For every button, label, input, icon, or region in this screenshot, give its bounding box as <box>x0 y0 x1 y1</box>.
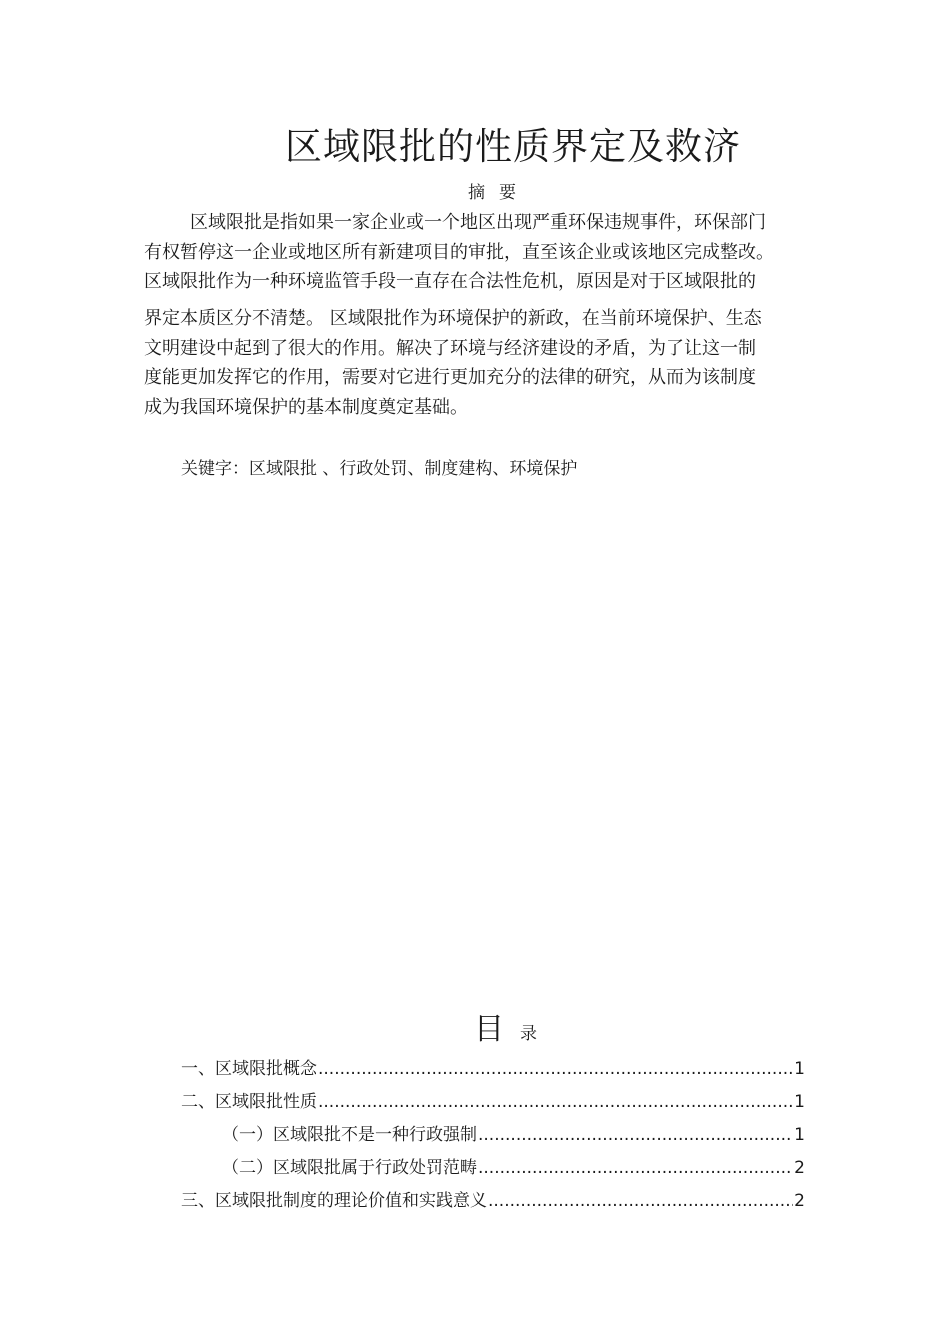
abstract-heading: 摘要 <box>468 183 530 203</box>
toc-entry[interactable] <box>181 1188 805 1214</box>
abstract-line: 界定本质区分不清楚。 区域限批作为环境保护的新政，在当前环境保护、生态 <box>144 308 762 329</box>
toc-entry[interactable] <box>222 1155 805 1181</box>
keywords: 关键字：区域限批 、行政处罚、制度建构、环境保护 <box>181 459 578 479</box>
toc-heading <box>474 1010 537 1050</box>
toc-entry-label: 三、区域限批制度的理论价值和实践意义 <box>181 1191 487 1211</box>
toc-entry-label: （一）区域限批不是一种行政强制 <box>222 1125 477 1145</box>
toc-entry-label: 二、区域限批性质 <box>181 1092 317 1112</box>
page-title: 区域限批的性质界定及救济 <box>285 125 741 168</box>
toc-heading-secondary: 录 <box>520 1024 537 1044</box>
toc-entry-page: 2 <box>794 1191 805 1211</box>
toc-entry-page: 1 <box>794 1059 805 1079</box>
toc-heading-main: 目 <box>474 1012 504 1047</box>
toc-entry[interactable] <box>222 1122 805 1148</box>
abstract-line: 度能更加发挥它的作用，需要对它进行更加充分的法律的研究，从而为该制度 <box>144 367 756 388</box>
abstract-line: 文明建设中起到了很大的作用。解决了环境与经济建设的矛盾，为了让这一制 <box>144 338 756 359</box>
abstract-line: 区域限批是指如果一家企业或一个地区出现严重环保违规事件，环保部门 <box>190 212 766 233</box>
toc-entry-page: 1 <box>794 1125 805 1145</box>
toc-entry-page: 2 <box>794 1158 805 1178</box>
toc-entry-label: 一、区域限批概念 <box>181 1059 317 1079</box>
toc-leader <box>478 1155 793 1181</box>
toc-entry[interactable] <box>181 1089 805 1115</box>
toc-entry-page: 1 <box>794 1092 805 1112</box>
toc-leader <box>488 1188 793 1214</box>
toc-entry[interactable] <box>181 1056 805 1082</box>
abstract-line: 有权暂停这一企业或地区所有新建项目的审批，直至该企业或该地区完成整改。 <box>144 242 774 263</box>
abstract-line: 成为我国环境保护的基本制度奠定基础。 <box>144 397 468 418</box>
toc-leader <box>478 1122 793 1148</box>
abstract-line: 区域限批作为一种环境监管手段一直存在合法性危机，原因是对于区域限批的 <box>144 271 756 292</box>
toc-entry-label: （二）区域限批属于行政处罚范畴 <box>222 1158 477 1178</box>
toc-leader <box>318 1056 793 1082</box>
toc-leader <box>318 1089 793 1115</box>
